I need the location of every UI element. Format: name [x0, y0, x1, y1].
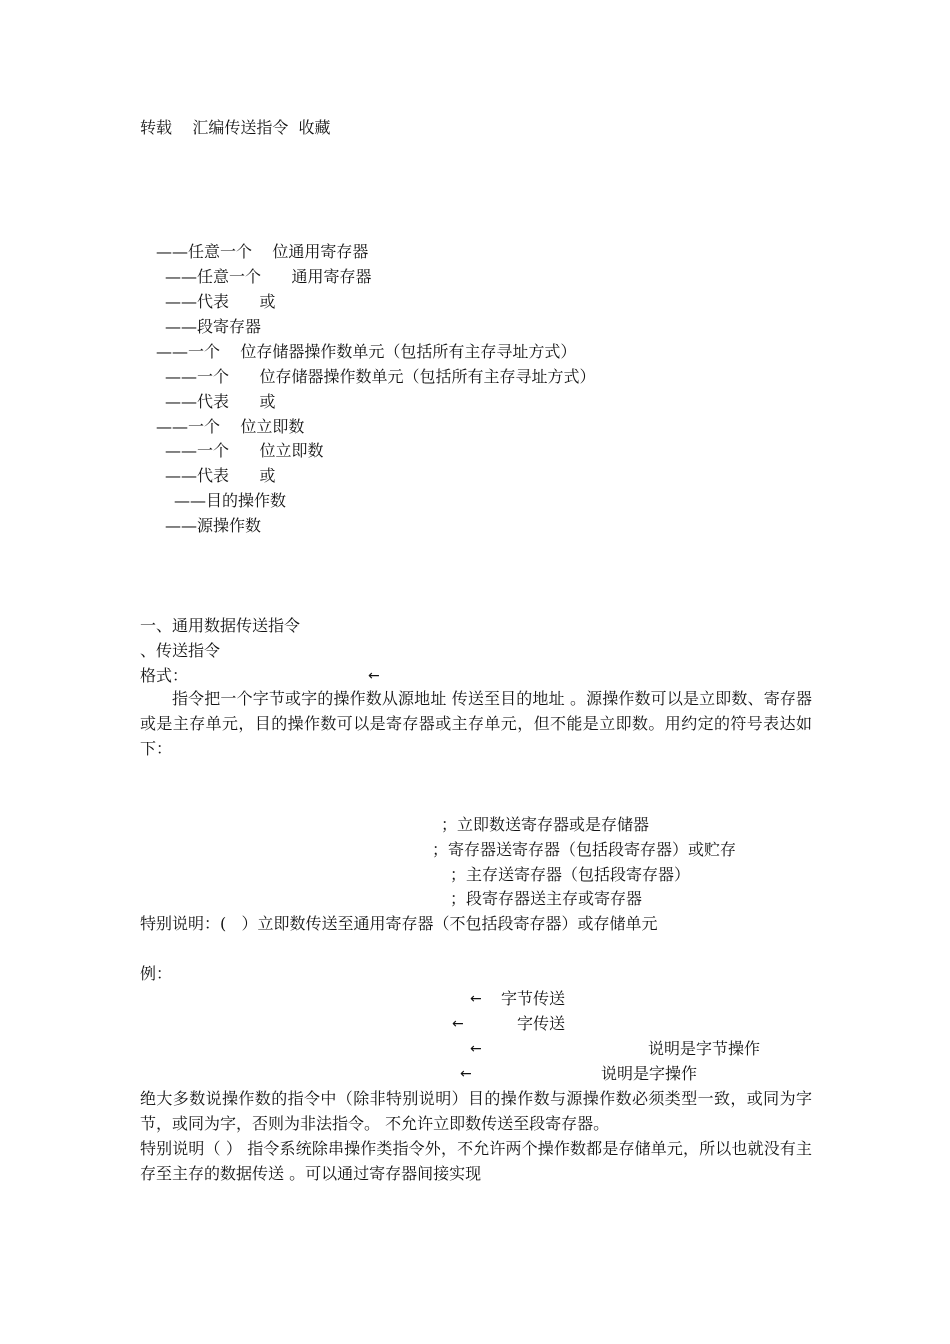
- left-arrow-icon: ←: [368, 668, 380, 684]
- example-comment: 说明是字节操作: [648, 1039, 761, 1058]
- case-line: ；主存送寄存器（包括段寄存器）: [450, 865, 691, 884]
- description-paragraph: 指令把一个字节或字的操作数从源地址 传送至目的地址 。源操作数可以是立即数、寄存器或是主存单元，目的操作数可以是寄存器或主存单元，但不能是立即数。用约定的符号表达如下：: [140, 689, 812, 758]
- example-comment: 说明是字操作: [601, 1064, 698, 1083]
- rule-paragraph: 绝大多数说操作数的指令中（除非特别说明）目的操作数与源操作数必须类型一致，或同为字节，或同为字，否则为非法指令。 不允许立即数传送至段寄存器。: [140, 1089, 812, 1133]
- case-line: ；寄存器送寄存器（包括段寄存器）或贮存: [432, 840, 737, 859]
- example-comment: 字节传送: [501, 989, 566, 1008]
- notation-item: ——一个 位立即数: [165, 441, 324, 460]
- case-line: ；立即数送寄存器或是存储器: [441, 815, 650, 834]
- left-arrow-icon: ←: [452, 1016, 464, 1032]
- notation-item: ——代表 或: [165, 466, 276, 485]
- special-note-paragraph: 特别说明（ ） 指令系统除串操作类指令外，不允许两个操作数都是存储单元，所以也就没有主存至主存的数据传送 。可以通过寄存器间接实现: [140, 1139, 812, 1183]
- format-label: 格式：: [140, 666, 189, 685]
- notation-item: ——任意一个 位通用寄存器: [156, 242, 369, 261]
- left-arrow-icon: ←: [470, 1041, 482, 1057]
- notation-item: ——代表 或: [165, 392, 276, 411]
- notation-item: ——一个 位存储器操作数单元（包括所有主存寻址方式）: [165, 367, 596, 386]
- notation-item: ——一个 位立即数: [156, 417, 305, 436]
- case-line: ；段寄存器送主存或寄存器: [450, 889, 643, 908]
- notation-item: ——代表 或: [165, 292, 276, 311]
- notation-item: ——源操作数: [165, 516, 262, 535]
- examples-label: 例：: [140, 964, 173, 983]
- notation-item: ——目的操作数: [174, 491, 287, 510]
- left-arrow-icon: ←: [460, 1066, 472, 1082]
- example-comment: 字传送: [517, 1014, 566, 1033]
- subsection-heading: 、传送指令: [140, 641, 221, 660]
- notation-item: ——一个 位存储器操作数单元（包括所有主存寻址方式）: [156, 342, 577, 361]
- page-title: 转载 汇编传送指令 收藏: [140, 118, 331, 137]
- special-note: 特别说明：( ）立即数传送至通用寄存器（不包括段寄存器）或存储单元: [140, 914, 658, 933]
- notation-item: ——任意一个 通用寄存器: [165, 267, 372, 286]
- notation-item: ——段寄存器: [165, 317, 262, 336]
- section-heading: 一、通用数据传送指令: [140, 616, 301, 635]
- left-arrow-icon: ←: [470, 991, 482, 1007]
